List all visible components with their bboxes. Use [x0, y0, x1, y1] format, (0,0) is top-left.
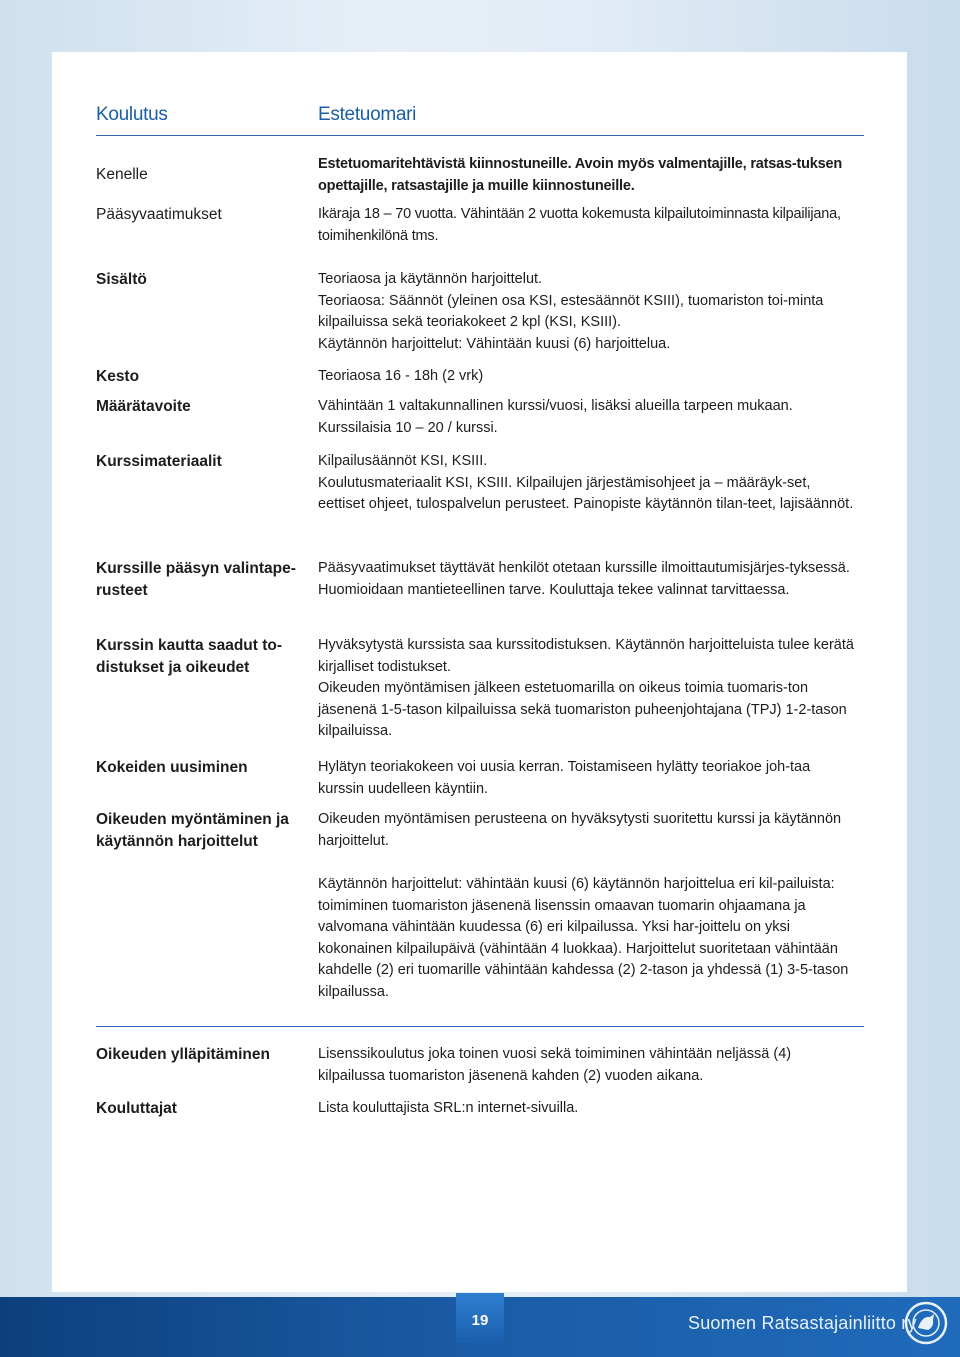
left-column-title: Koulutus: [96, 104, 168, 125]
text-kesto: Teoriaosa 16 - 18h (2 vrk): [318, 368, 484, 384]
label-yllapitaminen: Oikeuden ylläpitäminen: [96, 1046, 270, 1063]
label-todistukset: Kurssin kautta saadut to-distukset ja oikeudet: [96, 637, 283, 676]
label-paasy: Kurssille pääsyn valintape-rusteet: [96, 560, 296, 599]
text-paasy: Pääsyvaatimukset täyttävät henkilöt otetaan kurssille ilmoittautumisjärjes-tyksessä. Huomioidaan mantieteellinen tarve. Kouluttaja tekee valinnat tarvittaessa.: [318, 560, 850, 598]
sisalto-line-1: Teoriaosa ja käytännön harjoittelut.: [318, 271, 543, 287]
kurssimateriaalit-line-2: Koulutusmateriaalit KSI, KSIII. Kilpailujen järjestämisohjeet ja – määräyk-set, eettiset ohjeet, tulospalvelun perusteet. Painopiste käytännön tilan-teet, lajisäännöt.: [318, 474, 854, 512]
page-number: 19: [456, 1293, 504, 1343]
sisalto-line-3: Käytännön harjoittelut: Vähintään kuusi (6) harjoittelua.: [318, 335, 671, 352]
text-yllapitaminen: Lisenssikoulutus joka toinen vuosi sekä toimiminen vähintään neljässä (4) kilpailussa tuomariston jäsenenä kahden (2) vuoden aikana.: [318, 1046, 792, 1084]
label-kurssimateriaalit: Kurssimateriaalit: [96, 453, 222, 470]
text-kurssimateriaalit: [318, 451, 858, 516]
text-kouluttajat: Lista kouluttajista SRL:n internet-sivuilla.: [318, 1100, 579, 1116]
text-myontaminen-1: Oikeuden myöntämisen perusteena on hyväksytysti suoritettu kurssi ja käytännön harjoittelut.: [318, 811, 842, 849]
label-sisalto: Sisältö: [96, 271, 147, 288]
todistukset-line-2: Oikeuden myöntämisen jälkeen estetuomarilla on oikeus toimia tuomaris-ton jäsenenä 1-5-tason kilpailuissa sekä tuomariston puheenjohtajana (TPJ) 1-2-tason kilpailuissa.: [318, 680, 847, 739]
brand-name: Suomen Ratsastajainliitto ry: [688, 1313, 917, 1333]
todistukset-line-1: Hyväksytystä kurssista saa kurssitodistuksen. Käytännön harjoitteluista tulee kerätä kirjalliset todistukset.: [318, 637, 854, 675]
right-column-title: Estetuomari: [318, 104, 417, 125]
text-paasyvaatimukset: Ikäraja 18 – 70 vuotta. Vähintään 2 vuotta kokemusta kilpailutoiminnasta kilpailijana, toimihenkilönä tms.: [318, 206, 841, 244]
text-sisalto: [318, 269, 858, 355]
label-myontaminen: Oikeuden myöntäminen ja käytännön harjoittelut: [96, 811, 289, 850]
label-paasyvaatimukset: Pääsyvaatimukset: [96, 206, 222, 223]
header-divider: [96, 135, 864, 136]
label-maaratavoite: Määrätavoite: [96, 398, 191, 415]
text-kenelle: Estetuomaritehtävistä kiinnostuneille. Avoin myös valmentajille, ratsas-tuksen opettajille, ratsastajille ja muille kiinnostuneille.: [318, 156, 843, 194]
section-divider: [96, 1026, 864, 1027]
label-kouluttajat: Kouluttajat: [96, 1100, 177, 1117]
label-kenelle: Kenelle: [96, 166, 148, 183]
text-todistukset: [318, 635, 858, 743]
text-uusiminen: Hylätyn teoriakokeen voi uusia kerran. Toistamiseen hylätty teoriakoe joh-taa kurssin uudelleen käyntiin.: [318, 759, 811, 797]
kurssimateriaalit-line-1: Kilpailusäännöt KSI, KSIII.: [318, 453, 488, 469]
sisalto-line-2: Teoriaosa: Säännöt (yleinen osa KSI, estesäännöt KSIII), tuomariston toi-minta kilpailuissa sekä teoriakokeet 2 kpl (KSI, KSIII).: [318, 292, 824, 330]
text-myontaminen-2: Käytännön harjoittelut: vähintään kuusi (6) käytännön harjoittelua eri kil-pailuista: toimiminen tuomariston jäsenenä lisenssin omaavan tuomarin ohjaamana ja valvomana vähintään kuudessa (6) eri kilpailussa. Yksi har-joittelu on yksi kokonainen kilpailupäivä (vähintään 4 luokkaa). Harjoittelut suoritetaan vähintään kahdelle (2) eri tuomarille vähintään kahdessa (2) 2-tason ja yhdessä (1) 3-5-tason kilpailussa.: [318, 876, 849, 1000]
federation-emblem-icon: [903, 1300, 949, 1346]
label-uusiminen: Kokeiden uusiminen: [96, 759, 248, 776]
text-maaratavoite: Vähintään 1 valtakunnallinen kurssi/vuosi, lisäksi alueilla tarpeen mukaan. Kurssilaisia 10 – 20 / kurssi.: [318, 398, 793, 436]
label-kesto: Kesto: [96, 368, 140, 385]
